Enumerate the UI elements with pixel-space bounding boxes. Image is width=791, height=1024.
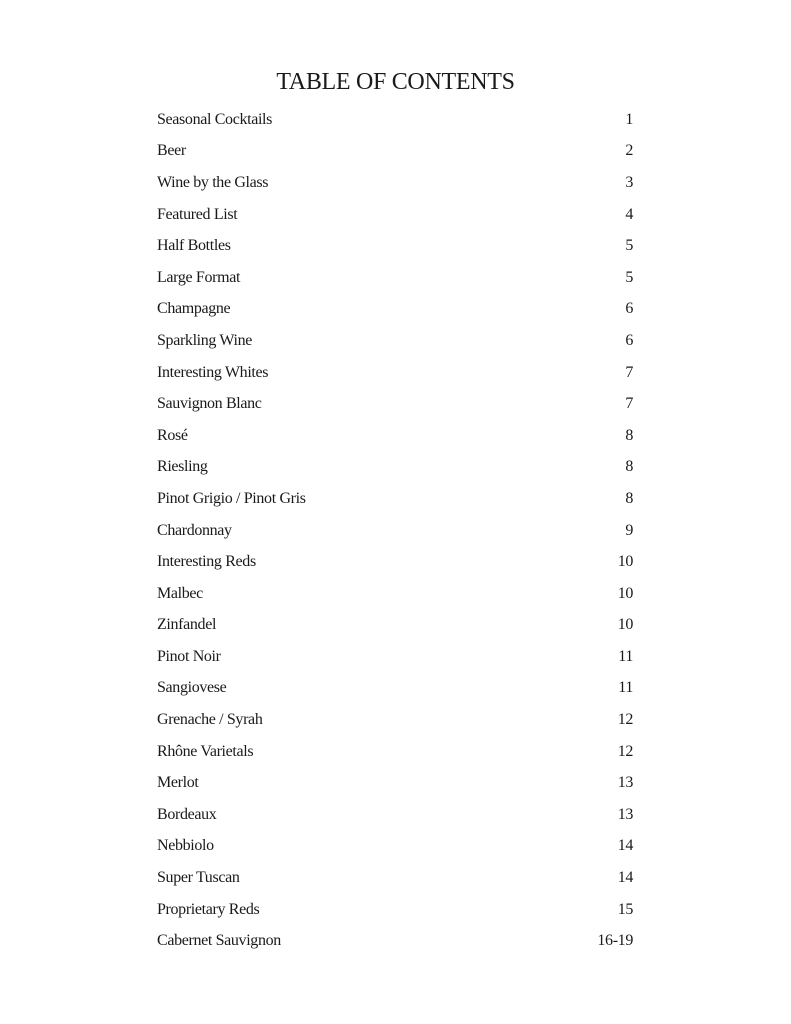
toc-entry-label: Sparkling Wine [157,331,253,349]
toc-entry [157,925,633,957]
toc-entry [157,483,633,515]
toc-entry-page-number: 10 [617,616,633,634]
toc-entry-label: Nebbiolo [157,837,214,855]
toc-entry [157,831,633,863]
toc-entry-page-number: 8 [625,489,633,507]
toc-entry [157,767,633,799]
toc-entry-label: Pinot Grigio / Pinot Gris [157,489,306,507]
toc-entry-label: Interesting Whites [157,363,269,381]
toc-entry-label: Super Tuscan [157,869,240,887]
toc-entry-page-number: 2 [625,142,633,160]
toc-entry-page-number: 5 [625,268,633,286]
toc-entry [157,862,633,894]
toc-entry-page-number: 12 [617,711,633,729]
toc-entry [157,799,633,831]
page-title: TABLE OF CONTENTS [276,69,515,95]
toc-entry-page-number: 11 [618,647,633,665]
toc-entry-page-number: 6 [625,300,633,318]
toc-entry-page-number: 7 [625,363,633,381]
toc-entry-page-number: 15 [617,900,633,918]
toc-entry [157,894,633,926]
toc-entry [157,262,633,294]
toc-entry [157,199,633,231]
toc-entry-label: Cabernet Sauvignon [157,932,281,950]
toc-entry [157,357,633,389]
toc-entry [157,104,633,136]
toc-entry-label: Half Bottles [157,237,231,255]
toc-entry-page-number: 6 [625,331,633,349]
toc-entry-page-number: 5 [625,237,633,255]
toc-entry-page-number: 4 [625,205,633,223]
toc-entry-page-number: 16-19 [597,932,633,950]
toc-entry-label: Zinfandel [157,616,217,634]
toc-entry-label: Pinot Noir [157,647,221,665]
toc-entry [157,325,633,357]
toc-entry [157,673,633,705]
toc-entry-label: Grenache / Syrah [157,711,263,729]
toc-entry-label: Champagne [157,300,231,318]
toc-entry-label: Sangiovese [157,679,227,697]
toc-entry-page-number: 14 [617,837,633,855]
toc-entry-page-number: 11 [618,679,633,697]
toc-entry [157,578,633,610]
toc-entry-page-number: 10 [617,584,633,602]
toc-list [157,104,633,957]
toc-entry [157,736,633,768]
toc-entry-page-number: 12 [617,742,633,760]
toc-entry-label: Featured List [157,205,238,223]
toc-entry-label: Chardonnay [157,521,232,539]
toc-entry-label: Sauvignon Blanc [157,395,262,413]
toc-entry-label: Proprietary Reds [157,900,260,918]
toc-entry [157,641,633,673]
toc-entry [157,420,633,452]
toc-entry-page-number: 14 [617,869,633,887]
toc-entry-page-number: 3 [625,173,633,191]
toc-entry-label: Rhône Varietals [157,742,254,760]
toc-entry [157,610,633,642]
toc-entry-label: Beer [157,142,186,160]
toc-entry-page-number: 1 [625,110,633,128]
toc-entry-label: Rosé [157,426,188,444]
toc-entry-label: Riesling [157,458,208,476]
toc-entry-label: Bordeaux [157,805,217,823]
toc-entry-label: Malbec [157,584,203,602]
toc-entry-page-number: 9 [625,521,633,539]
toc-entry [157,136,633,168]
toc-entry [157,294,633,326]
toc-entry-page-number: 10 [617,553,633,571]
toc-entry-page-number: 7 [625,395,633,413]
toc-entry [157,388,633,420]
toc-entry-page-number: 13 [617,774,633,792]
toc-entry-label: Interesting Reds [157,553,256,571]
toc-entry-label: Merlot [157,774,199,792]
toc-entry-label: Seasonal Cocktails [157,110,273,128]
toc-entry-page-number: 8 [625,426,633,444]
toc-entry-label: Wine by the Glass [157,173,269,191]
toc-entry [157,546,633,578]
toc-entry [157,230,633,262]
toc-entry [157,452,633,484]
toc-entry-page-number: 8 [625,458,633,476]
toc-entry-page-number: 13 [617,805,633,823]
toc-entry-label: Large Format [157,268,241,286]
toc-entry [157,167,633,199]
toc-entry [157,515,633,547]
toc-entry [157,704,633,736]
